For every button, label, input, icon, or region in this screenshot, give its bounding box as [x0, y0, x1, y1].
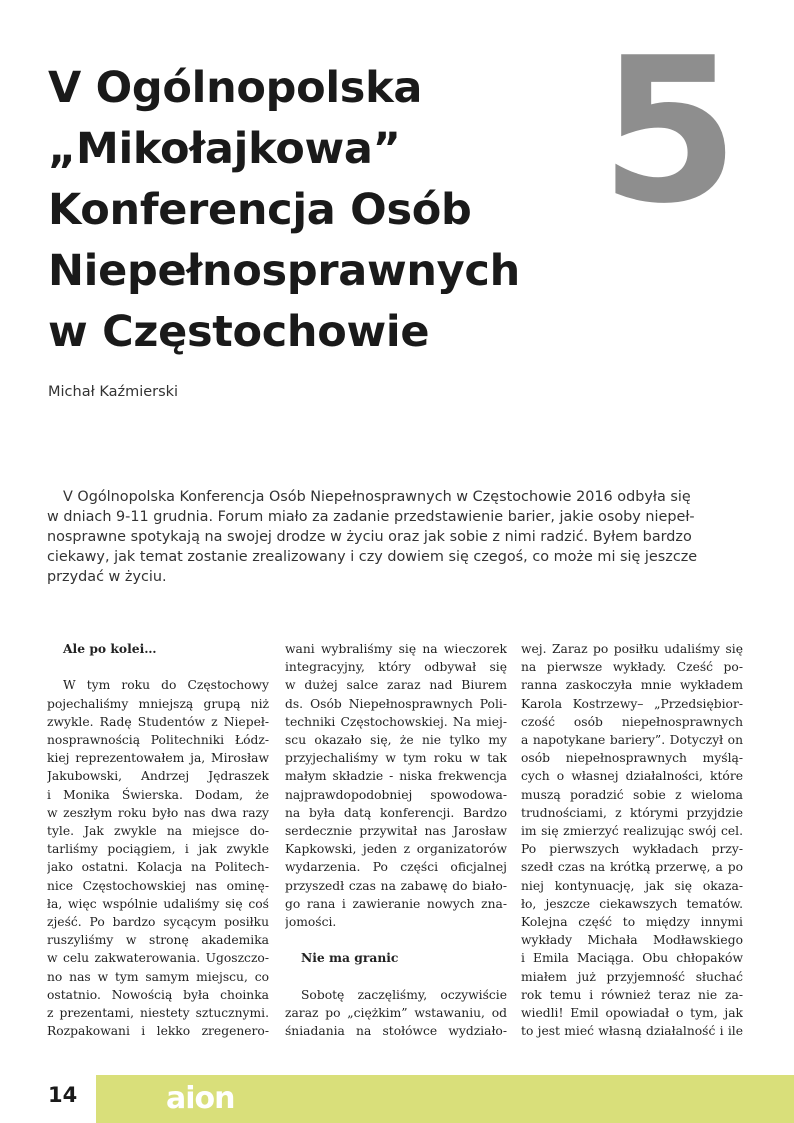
aion-logo[interactable]: aion: [166, 1081, 235, 1116]
body-line: tyle. Jak zwykle na miejsce do-: [47, 824, 269, 839]
body-line: W tym roku do Częstochowy: [63, 678, 269, 693]
author-name: Michał Kaźmierski: [48, 384, 179, 400]
body-line: serdecznie przywitał nas Jarosław: [285, 824, 507, 839]
body-line: Sobotę zaczęliśmy, oczywiście: [301, 987, 507, 1002]
body-line: jomości.: [285, 915, 337, 930]
body-line: Kapkowski, jeden z organizatorów: [285, 842, 507, 857]
page-number: 14: [48, 1083, 78, 1107]
body-line: wykłady Michała Modławskiego: [521, 933, 743, 948]
body-line: jako ostatni. Kolacja na Politech-: [47, 860, 269, 875]
body-line: trudnościami, z którymi przyjdzie: [521, 805, 743, 820]
body-line: cych o własnej działalności, które: [521, 769, 743, 784]
body-line: miałem już przyjemność słuchać: [521, 969, 743, 984]
body-line: tarliśmy pociągiem, i jak zwykle: [47, 842, 269, 857]
body-line: czość osób niepełnosprawnych: [521, 714, 743, 729]
lead-line: w dniach 9-11 grudnia. Forum miało za zadanie przedstawienie barier, jakie osoby niepeł-: [47, 509, 695, 525]
subheading: Nie ma granic: [301, 950, 399, 966]
body-line: przyszedł czas na zabawę do biało-: [285, 878, 507, 893]
article-title: [48, 58, 608, 363]
body-line: ła, więc wspólnie udaliśmy się coś: [47, 896, 269, 911]
title-line: V Ogólnopolska: [48, 63, 423, 113]
body-line: w dużej salce zaraz nad Biurem: [285, 678, 507, 693]
body-line: przyjechaliśmy w tym roku w tak: [285, 751, 507, 766]
body-line: kiej reprezentowałem ja, Mirosław: [47, 751, 269, 766]
body-line: nosprawnością Politechniki Łódz-: [47, 733, 269, 747]
lead-line: V Ogólnopolska Konferencja Osób Niepełnosprawnych w Częstochowie 2016 odbyła się: [63, 489, 691, 505]
lead-line: przydać w życiu.: [47, 569, 167, 585]
paragraph-gap: [285, 931, 507, 949]
body-line: Po pierwszych wykładach przy-: [521, 842, 743, 857]
body-line: go rana i zawieranie nowych zna-: [285, 896, 507, 911]
lead-line: ciekawy, jak temat zostanie zrealizowany i czy dowiem się czegoś, co może mi się jeszcze: [47, 549, 698, 565]
body-line: osób niepełnosprawnych myślą-: [521, 751, 743, 766]
body-line: to jest mieć własną działalność i ile: [521, 1024, 743, 1039]
body-line: i Monika Świerska. Dodam, że: [47, 787, 269, 802]
body-line: pojechaliśmy mniejszą grupą niż: [47, 696, 269, 711]
body-line: ruszyliśmy w stronę akademika: [47, 933, 269, 948]
title-line: „Mikołajkowa”: [48, 124, 401, 174]
title-line: Konferencja Osób: [48, 185, 472, 235]
body-line: ło, jeszcze ciekawszych tematów.: [521, 896, 743, 911]
body-line: z prezentami, niestety sztucznymi.: [47, 1006, 269, 1021]
body-line: na była datą konferencji. Bardzo: [285, 805, 507, 820]
lead-line: nosprawne spotykają na swojej drodze w życiu oraz jak sobie z nimi radzić. Byłem bardzo: [47, 529, 692, 545]
body-line: Jakubowski, Andrzej Jędraszek: [47, 769, 269, 784]
body-line: ds. Osób Niepełnosprawnych Poli-: [285, 696, 507, 711]
footer-bar: [96, 1075, 794, 1123]
body-line: na pierwsze wykłady. Cześć po-: [521, 660, 743, 675]
body-line: zaraz po „ciężkim” wstawaniu, od: [285, 1006, 507, 1021]
body-line: wydarzenia. Po części oficjalnej: [285, 860, 507, 875]
body-line: Rozpakowani i lekko zregenero-: [47, 1024, 269, 1039]
body-line: muszą poradzić sobie z wieloma: [521, 787, 743, 802]
body-line: rok temu i również teraz nie za-: [521, 987, 743, 1002]
body-line: wej. Zaraz po posiłku udaliśmy się: [521, 642, 743, 656]
body-line: a napotykane bariery”. Dotyczył on: [521, 733, 743, 748]
body-line: ranna zaskoczyła mnie wykładem: [521, 678, 743, 693]
body-line: im się zmierzyć realizując swój cel.: [521, 824, 743, 839]
body-line: najprawdopodobniej spowodowa-: [285, 787, 507, 802]
body-line: integracyjny, który odbywał się: [285, 660, 507, 675]
body-line: niej kontynuację, jak się okaza-: [521, 878, 743, 893]
body-line: no nas w tym samym miejscu, co: [47, 969, 269, 984]
body-line: w zeszłym roku było nas dwa razy: [47, 805, 269, 820]
body-line: wiedli! Emil opowiadał o tym, jak: [521, 1006, 743, 1021]
body-line: zwykle. Radę Studentów z Niepeł-: [47, 714, 269, 729]
body-line: Kolejna część to między innymi: [521, 915, 743, 930]
body-line: i Emila Maciąga. Obu chłopaków: [521, 951, 743, 966]
issue-number: 5: [600, 15, 740, 248]
body-column-3: [521, 640, 743, 1040]
lead-paragraph: [47, 487, 771, 587]
body-line: techniki Częstochowskiej. Na miej-: [285, 714, 507, 729]
paragraph-gap: [47, 658, 269, 676]
body-line: szedł czas na krótką przerwę, a po: [521, 860, 743, 875]
body-line: wani wybraliśmy się na wieczorek: [285, 642, 507, 656]
body-line: Karola Kostrzewy– „Przedsiębior-: [521, 696, 743, 711]
subheading: Ale po kolei…: [63, 641, 157, 656]
title-line: Niepełnosprawnych: [48, 246, 520, 296]
paragraph-gap: [285, 968, 507, 986]
body-line: śniadania na stołówce wydziało-: [285, 1024, 507, 1039]
body-line: scu okazało się, że nie tylko my: [285, 733, 507, 748]
body-line: nice Częstochowskiej nas ominę-: [47, 878, 269, 893]
body-line: zjeść. Po bardzo sycącym posiłku: [47, 915, 269, 930]
body-line: w celu zakwaterowania. Ugoszczo-: [47, 951, 269, 966]
body-column-2: [285, 640, 507, 1040]
body-line: małym składzie - niska frekwencja: [285, 769, 507, 784]
title-line: w Częstochowie: [48, 307, 430, 357]
body-column-1: [47, 640, 269, 1040]
body-line: ostatnio. Nowością była choinka: [47, 987, 269, 1002]
